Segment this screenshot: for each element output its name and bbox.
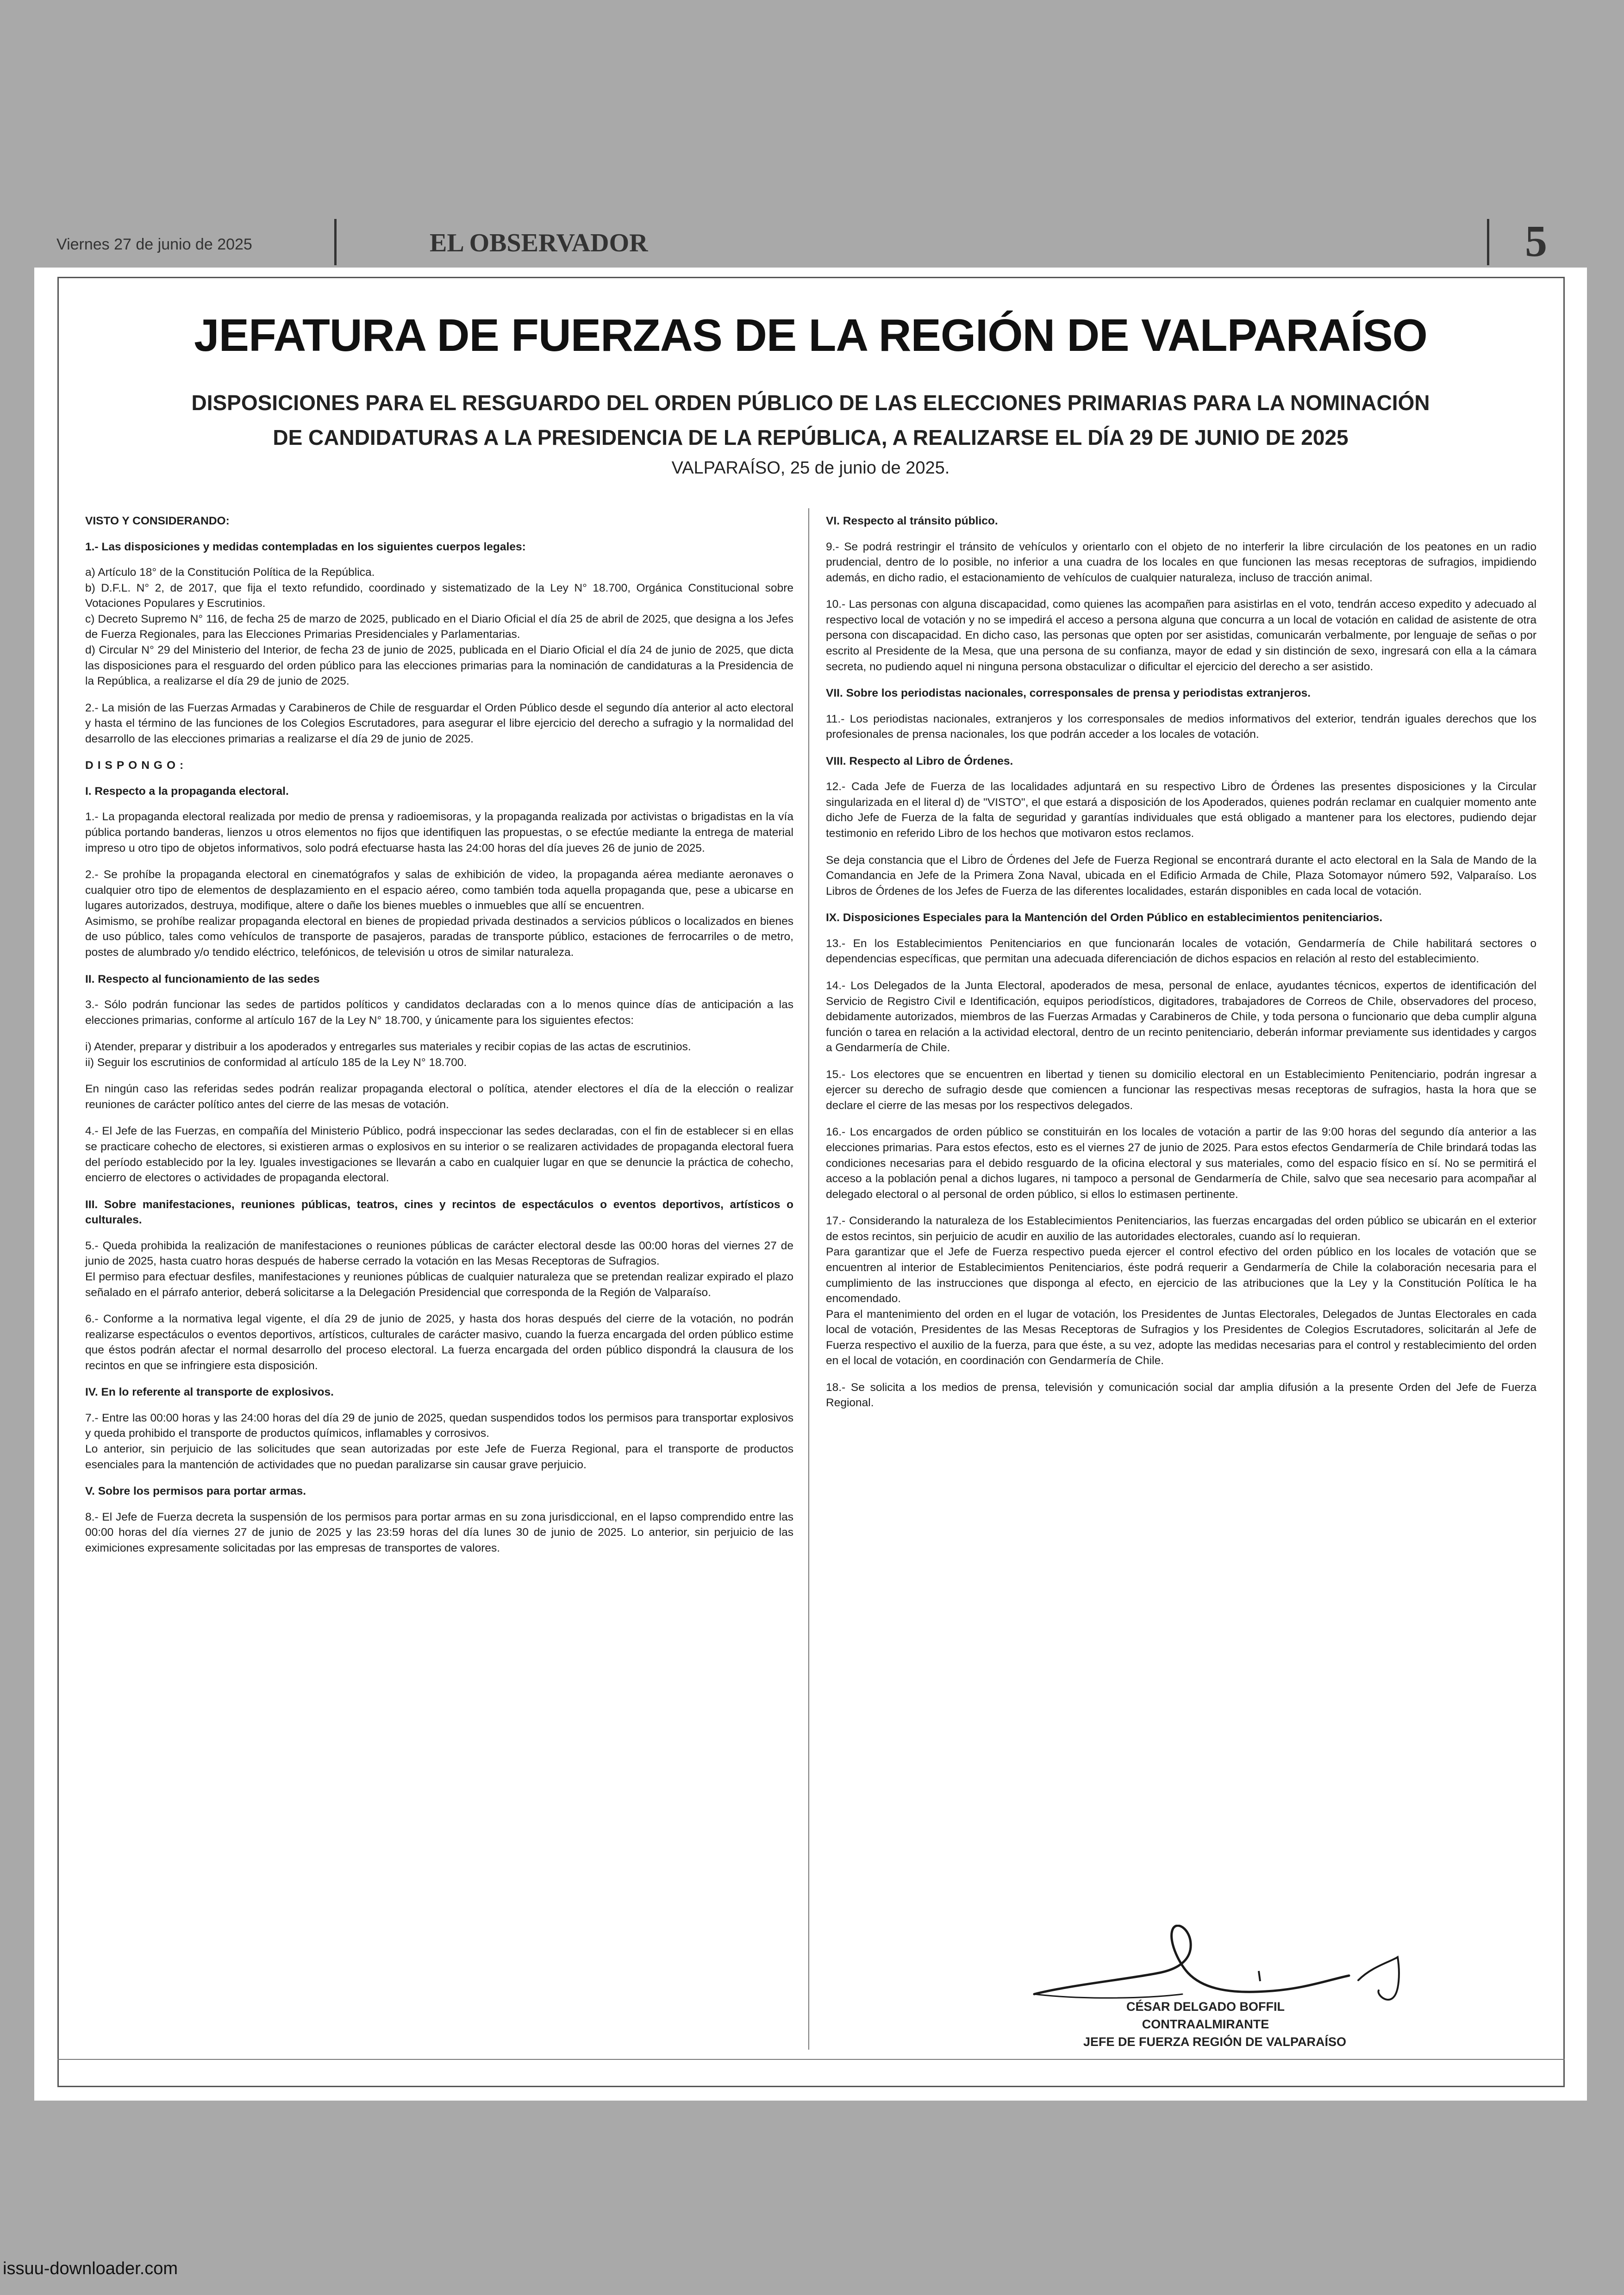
column-divider xyxy=(808,508,809,2050)
paragraph: Para el mantenimiento del orden en el lugar de votación, los Presidentes de Juntas Electorales, Delegados de Juntas Electorales en cada local de votación, Presidentes de las Mesas Receptoras de Sufragios y los Presidentes de Colegios Escrutadores, solicitarán al Jefe de Fuerza respectivo el auxilio de la fuerza, para que éste, a su vez, adopte las medidas necesarias para el control y restablecimiento del orden en el local de votación, en coordinación con Gendarmería de Chile. xyxy=(826,1308,1537,1367)
masthead xyxy=(33,215,1589,266)
paragraph: Para garantizar que el Jefe de Fuerza respectivo pueda ejercer el control efectivo del orden público en los locales de votación que se encuentren al interior de Establecimientos Penitenciarios, éste podrá requerir a Gendarmería de Chile la colaboración necesaria para el cumplimiento de las instrucciones que disponga al efecto, en ejercicio de las atribuciones que la Ley y la Constitución Política le ha encomendado. xyxy=(826,1246,1537,1305)
paragraph: 8.- El Jefe de Fuerza decreta la suspensión de los permisos para portar armas en su zona jurisdiccional, en el lapso comprendido entre las 00:00 horas del día viernes 27 de junio de 2025 y las 23:59 horas del día lunes 30 de junio de 2025. Lo anterior, sin perjuicio de las eximiciones expresamente solicitadas por las empresas de transportes de valores. xyxy=(85,1510,793,1554)
section-heading: DISPONGO: xyxy=(85,759,188,772)
section-heading: V. Sobre los permisos para portar armas. xyxy=(85,1485,306,1498)
left-text-column xyxy=(85,511,793,1567)
notice-title: JEFATURA DE FUERZAS DE LA REGIÓN DE VALPARAÍSO xyxy=(194,310,1427,361)
masthead-divider xyxy=(334,219,337,265)
paragraph: Lo anterior, sin perjuicio de las solicitudes que sean autorizadas por este Jefe de Fuerza Regional, para el transporte de productos esenciales para la mantención de actividades que no puedan paralizarse sin causar grave perjuicio. xyxy=(85,1443,793,1471)
section-heading: VISTO Y CONSIDERANDO: xyxy=(85,515,230,527)
section-heading: VII. Sobre los periodistas nacionales, corresponsales de prensa y periodistas extranjeros. xyxy=(826,687,1311,700)
paragraph: 5.- Queda prohibida la realización de manifestaciones o reuniones públicas de carácter electoral desde las 00:00 horas del viernes 27 de junio de 2025, hasta cuatro horas después de haberse cerrado la votación en las Mesas Receptoras de Sufragios. xyxy=(85,1239,793,1268)
paragraph: 9.- Se podrá restringir el tránsito de vehículos y orientarlo con el objeto de no interferir la libre circulación de los peatones en un radio prudencial, dentro de lo posible, no inferior a una cuadra de los locales en que funcionen las mesas receptoras de sufragios, impidiendo además, en dicho radio, el estacionamiento de vehículos de cualquier naturaleza, incluso de tracción animal. xyxy=(826,540,1537,584)
paragraph: 14.- Los Delegados de la Junta Electoral, apoderados de mesa, personal de enlace, ayudantes técnicos, expertos de identificación del Servicio de Registro Civil e Identificación, equipos periodísticos, digitadores, trabajadores de Correos de Chile, observadores del proceso, debidamente autorizados, miembros de las Fuerzas Armadas y Carabineros de Chile, y toda persona o funcionario que deba cumplir alguna función o tarea en relación a la actividad electoral, dentro de un recinto penitenciario, deberán informar previamente sus identidades y cargos a Gendarmería de Chile. xyxy=(826,979,1537,1054)
paragraph: c) Decreto Supremo N° 116, de fecha 25 de marzo de 2025, publicado en el Diario Oficial el día 25 de abril de 2025, que designa a los Jefes de Fuerza Regionales, para las Elecciones Primarias Presidenciales y Parlamentarias. xyxy=(85,612,793,641)
paragraph: i) Atender, preparar y distribuir a los apoderados y entregarles sus materiales y recibir copias de las actas de escrutinios. xyxy=(85,1041,691,1054)
newspaper-name: EL OBSERVADOR xyxy=(430,229,648,257)
section-heading: IX. Disposiciones Especiales para la Mantención del Orden Público en establecimientos penitenciarios. xyxy=(826,911,1383,924)
masthead-date: Viernes 27 de junio de 2025 xyxy=(56,236,252,253)
paragraph: 18.- Se solicita a los medios de prensa, televisión y comunicación social dar amplia difusión a la presente Orden del Jefe de Fuerza Regional. xyxy=(826,1381,1537,1409)
paragraph: 17.- Considerando la naturaleza de los Establecimientos Penitenciarios, las fuerzas encargadas del orden público se ubicarán en el exterior de estos recintos, sin perjuicio de acudir en auxilio de las autoridades electorales, cuando así lo requieran. xyxy=(826,1215,1537,1243)
paragraph: 3.- Sólo podrán funcionar las sedes de partidos políticos y candidatos declaradas con a lo menos quince días de anticipación a las elecciones primarias, conforme al artículo 167 de la Ley N° 18.700, y únicamente para los siguientes efectos: xyxy=(85,998,793,1027)
paragraph: 4.- El Jefe de las Fuerzas, en compañía del Ministerio Público, podrá inspeccionar las sedes declaradas, con el fin de establecer si en ellas se practicare cohecho de electores, si existieren armas o explosivos en su interior o se realizaren actividades de propaganda electoral fuera del período establecido por la ley. Iguales investigaciones se llevarán a cabo en cualquier lugar en que se denuncie la práctica de cohecho, encierro de electores o actividades de propaganda electoral. xyxy=(85,1125,793,1185)
page-number: 5 xyxy=(1525,216,1547,266)
paragraph: El permiso para efectuar desfiles, manifestaciones y reuniones públicas de cualquier naturaleza que se pretendan realizar expirado el plazo señalado en el párrafo anterior, deberá solicitarse a la Delegación Presidencial que corresponda de la Región de Valparaíso. xyxy=(85,1270,793,1299)
paragraph: 16.- Los encargados de orden público se constituirán en los locales de votación a partir de las 9:00 horas del segundo día anterior a las elecciones primarias. Para estos efectos, esto es el viernes 27 de junio de 2025. Para estos efectos Gendarmería de Chile brindará todas las condiciones necesarias para el debido resguardo de la oficina electoral y sus materiales, como del espacio físico en sí. No se permitirá el acceso a la población penal a dichos lugares, ni tampoco a personal de Gendarmería de Chile, salvo que sea necesario para acompañar al delegado electoral o al personal de orden público, si ellos lo estimasen pertinente. xyxy=(826,1126,1537,1201)
signatory-rank: CONTRAALMIRANTE xyxy=(1142,2017,1269,2031)
paragraph: En ningún caso las referidas sedes podrán realizar propaganda electoral o política, atender electores el día de la elección o realizar reuniones de carácter político antes del cierre de las mesas de votación. xyxy=(85,1083,793,1111)
section-heading: II. Respecto al funcionamiento de las sedes xyxy=(85,973,320,985)
frame-divider xyxy=(57,2059,1565,2060)
paragraph: 1.- La propaganda electoral realizada por medio de prensa y radioemisoras, y la propaganda realizada por activistas o brigadistas en la vía pública portando banderas, lienzos u otros elementos no fijos que identifiquen las propuestas, o se efectúe mediante la entrega de material impreso u otro tipo de objetos informativos, solo podrá efectuarse hasta las 24:00 horas del día jueves 26 de junio de 2025. xyxy=(85,811,793,854)
notice-subtitle-line-1: DISPOSICIONES PARA EL RESGUARDO DEL ORDEN PÚBLICO DE LAS ELECCIONES PRIMARIAS PARA LA NOMINACIÓN xyxy=(191,391,1430,415)
paragraph: 2.- La misión de las Fuerzas Armadas y Carabineros de Chile de resguardar el Orden Público desde el segundo día anterior al acto electoral y hasta el término de las funciones de los Colegios Escrutadores, para asegurar el libre ejercicio del derecho a sufragio y la normalidad del desarrollo de las elecciones primarias a realizarse el día 29 de junio de 2025. xyxy=(85,701,793,745)
notice-page xyxy=(34,268,1587,2101)
notice-dateline: VALPARAÍSO, 25 de junio de 2025. xyxy=(671,458,950,478)
signature-block xyxy=(1006,1925,1423,2054)
paragraph: 7.- Entre las 00:00 horas y las 24:00 horas del día 29 de junio de 2025, quedan suspendidos todos los permisos para transportar explosivos y queda prohibido el transporte de productos químicos, inflamables y corrosivos. xyxy=(85,1411,793,1440)
right-text-column xyxy=(826,511,1537,1422)
section-heading: IV. En lo referente al transporte de explosivos. xyxy=(85,1386,334,1399)
paragraph: 2.- Se prohíbe la propaganda electoral en cinematógrafos y salas de exhibición de video, la propaganda aérea mediante aeronaves o cualquier otro tipo de elementos de desplazamiento en el espacio aéreo, como también toda aquella propaganda que, pese a ubicarse en lugares autorizados, destruya, modifique, altere o dañe los bienes muebles o inmuebles que allí se encuentren. xyxy=(85,868,793,912)
paragraph: 13.- En los Establecimientos Penitenciarios en que funcionarán locales de votación, Gendarmería de Chile habilitará sectores o dependencias específicas, que permitan una adecuada diferenciación de dichos espacios en relación al resto del establecimiento. xyxy=(826,937,1537,966)
section-heading: VI. Respecto al tránsito público. xyxy=(826,515,998,527)
paragraph: 12.- Cada Jefe de Fuerza de las localidades adjuntará en su respectivo Libro de Órdenes las presentes disposiciones y la Circular singularizada en el literal d) de "VISTO", el que estará a disposición de los Apoderados, quienes podrán reclamar en cualquier momento ante dicho Jefe de Fuerza de la falta de seguridad y garantías individuales que está obligado a mantener para los electores, pudiendo dejar testimonio en referido Libro de los hechos que motivaron estos reclamos. xyxy=(826,780,1537,840)
paragraph: d) Circular N° 29 del Ministerio del Interior, de fecha 23 de junio de 2025, publicada en el Diario Oficial el día 24 de junio de 2025, que dicta las disposiciones para el resguardo del orden público para las elecciones primarias para la nominación de candidaturas a la Presidencia de la República, a realizarse el día 29 de junio de 2025. xyxy=(85,643,793,688)
paragraph: Asimismo, se prohíbe realizar propaganda electoral en bienes de propiedad privada destinados a servicios públicos o localizados en bienes de uso público, tales como vehículos de transporte de pasajeros, paradas de transporte público, estaciones de ferrocarriles o de metro, postes de alumbrado y/o tendido eléctrico, telefónicos, de televisión u otros de similar naturaleza. xyxy=(85,915,793,959)
signatory-role: JEFE DE FUERZA REGIÓN DE VALPARAÍSO xyxy=(1083,2035,1347,2049)
paragraph: 10.- Las personas con alguna discapacidad, como quienes las acompañen para asistirlas en el voto, tendrán acceso expedito y adecuado al respectivo local de votación y no se impedirá el acceso a persona alguna que concurra a un local de votación en calidad de asistente de otra persona con discapacidad. En dicho caso, las personas que opten por ser asistidas, comunicarán verbalmente, por lenguaje de señas o por escrito al Presidente de la Mesa, que una persona de su confianza, mayor de edad y sin distinción de sexo, ingresará con ella a la cámara secreta, no pudiendo aquel ni ninguna persona obstaculizar o dificultar el ejercicio del derecho a ser asistido. xyxy=(826,598,1537,673)
section-heading: III. Sobre manifestaciones, reuniones públicas, teatros, cines y recintos de espectáculos o eventos deportivos, artísticos o culturales. xyxy=(85,1198,793,1227)
paragraph: 11.- Los periodistas nacionales, extranjeros y los corresponsales de medios informativos del exterior, tendrán iguales derechos que los profesionales de prensa nacionales, los que podrán acceder a los locales de votación. xyxy=(826,712,1537,741)
paragraph: Se deja constancia que el Libro de Órdenes del Jefe de Fuerza Regional se encontrará durante el acto electoral en la Sala de Mando de la Comandancia en Jefe de la Primera Zona Naval, ubicada en el Edificio Armada de Chile, Plaza Sotomayor número 592, Valparaíso. Los Libros de Órdenes de los Jefes de Fuerza de las diferentes localidades, estarán disponibles en cada local de votación. xyxy=(826,854,1537,898)
paragraph: a) Artículo 18° de la Constitución Política de la República. xyxy=(85,566,375,579)
paragraph: 6.- Conforme a la normativa legal vigente, el día 29 de junio de 2025, y hasta dos horas después del cierre de la votación, no podrán realizarse espectáculos o eventos deportivos, artísticos, culturales de carácter masivo, cuando la fuerza encargada del orden público estime que éstos podrán afectar el normal desarrollo del proceso electoral. La fuerza encargada del orden público dispondrá la clausura de los recintos en que se infringiere esta disposición. xyxy=(85,1313,793,1372)
paragraph: ii) Seguir los escrutinios de conformidad al artículo 185 de la Ley N° 18.700. xyxy=(85,1056,467,1069)
signatory-name: CÉSAR DELGADO BOFFIL xyxy=(1126,2000,1285,2014)
paragraph: b) D.F.L. N° 2, de 2017, que fija el texto refundido, coordinado y sistematizado de la Ley N° 18.700, Orgánica Constitucional sobre Votaciones Populares y Escrutinios. xyxy=(85,581,793,610)
watermark-text: issuu-downloader.com xyxy=(3,2259,178,2278)
paragraph: 15.- Los electores que se encuentren en libertad y tienen su domicilio electoral en un Establecimiento Penitenciario, podrán ingresar a ejercer su derecho de sufragio desde que comiencen a funcionar las respectivas mesas receptoras de sufragios, hasta la hora que se declare el cierre de las mesas por los respectivos delegados. xyxy=(826,1068,1537,1112)
section-heading: 1.- Las disposiciones y medidas contempladas en los siguientes cuerpos legales: xyxy=(85,540,526,553)
masthead-divider xyxy=(1487,219,1489,265)
section-heading: VIII. Respecto al Libro de Órdenes. xyxy=(826,755,1013,767)
notice-subtitle-line-2: DE CANDIDATURAS A LA PRESIDENCIA DE LA REPÚBLICA, A REALIZARSE EL DÍA 29 DE JUNIO DE 2025 xyxy=(273,425,1349,449)
section-heading: I. Respecto a la propaganda electoral. xyxy=(85,785,289,798)
